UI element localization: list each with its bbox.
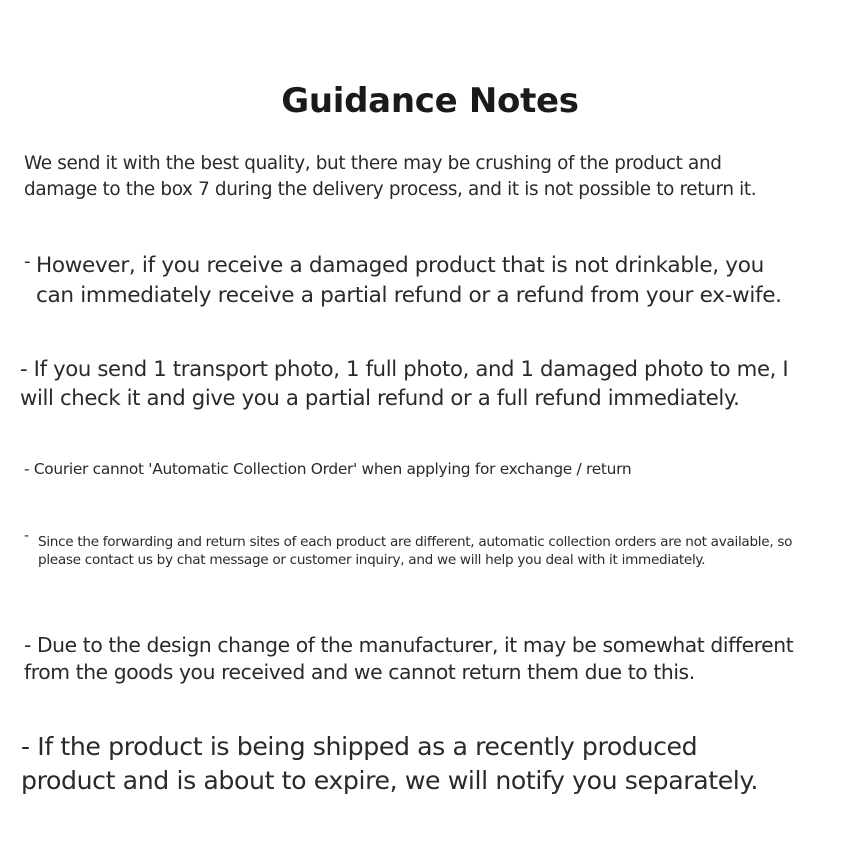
note-line: will check it and give you a partial refund or a full refund immediately. [20, 385, 740, 410]
note-line: - Due to the design change of the manufacturer, it may be somewhat different [24, 633, 794, 657]
note-expiry-notice [21, 730, 758, 798]
note-line: - If the product is being shipped as a recently produced [21, 732, 698, 761]
note-line: please contact us by chat message or customer inquiry, and we will help you deal with it immediately. [38, 552, 706, 568]
bullet-dash: - [24, 528, 29, 544]
note-line: - Courier cannot 'Automatic Collection Order' when applying for exchange / return [24, 460, 632, 478]
note-line: However, if you receive a damaged product that is not drinkable, you [36, 253, 764, 278]
note-delivery-damage [24, 151, 756, 203]
note-line: from the goods you received and we cannot return them due to this. [24, 660, 695, 684]
note-line: product and is about to expire, we will notify you separately. [21, 766, 758, 795]
note-damaged-refund [24, 251, 782, 311]
note-line: can immediately receive a partial refund or a refund from your ex-wife. [36, 283, 782, 308]
note-line: We send it with the best quality, but there may be crushing of the product and [24, 153, 722, 174]
note-photo-refund [20, 354, 788, 412]
note-line: - If you send 1 transport photo, 1 full photo, and 1 damaged photo to me, I [20, 356, 789, 381]
page-title: Guidance Notes [281, 80, 579, 121]
note-courier-collection [24, 458, 631, 480]
note-design-change [24, 632, 793, 686]
note-contact-us [24, 528, 793, 569]
bullet-dash: - [24, 251, 31, 272]
note-line: damage to the box 7 during the delivery process, and it is not possible to return it. [24, 179, 757, 200]
note-line: Since the forwarding and return sites of each product are different, automatic collection orders are not available, so [38, 534, 793, 550]
